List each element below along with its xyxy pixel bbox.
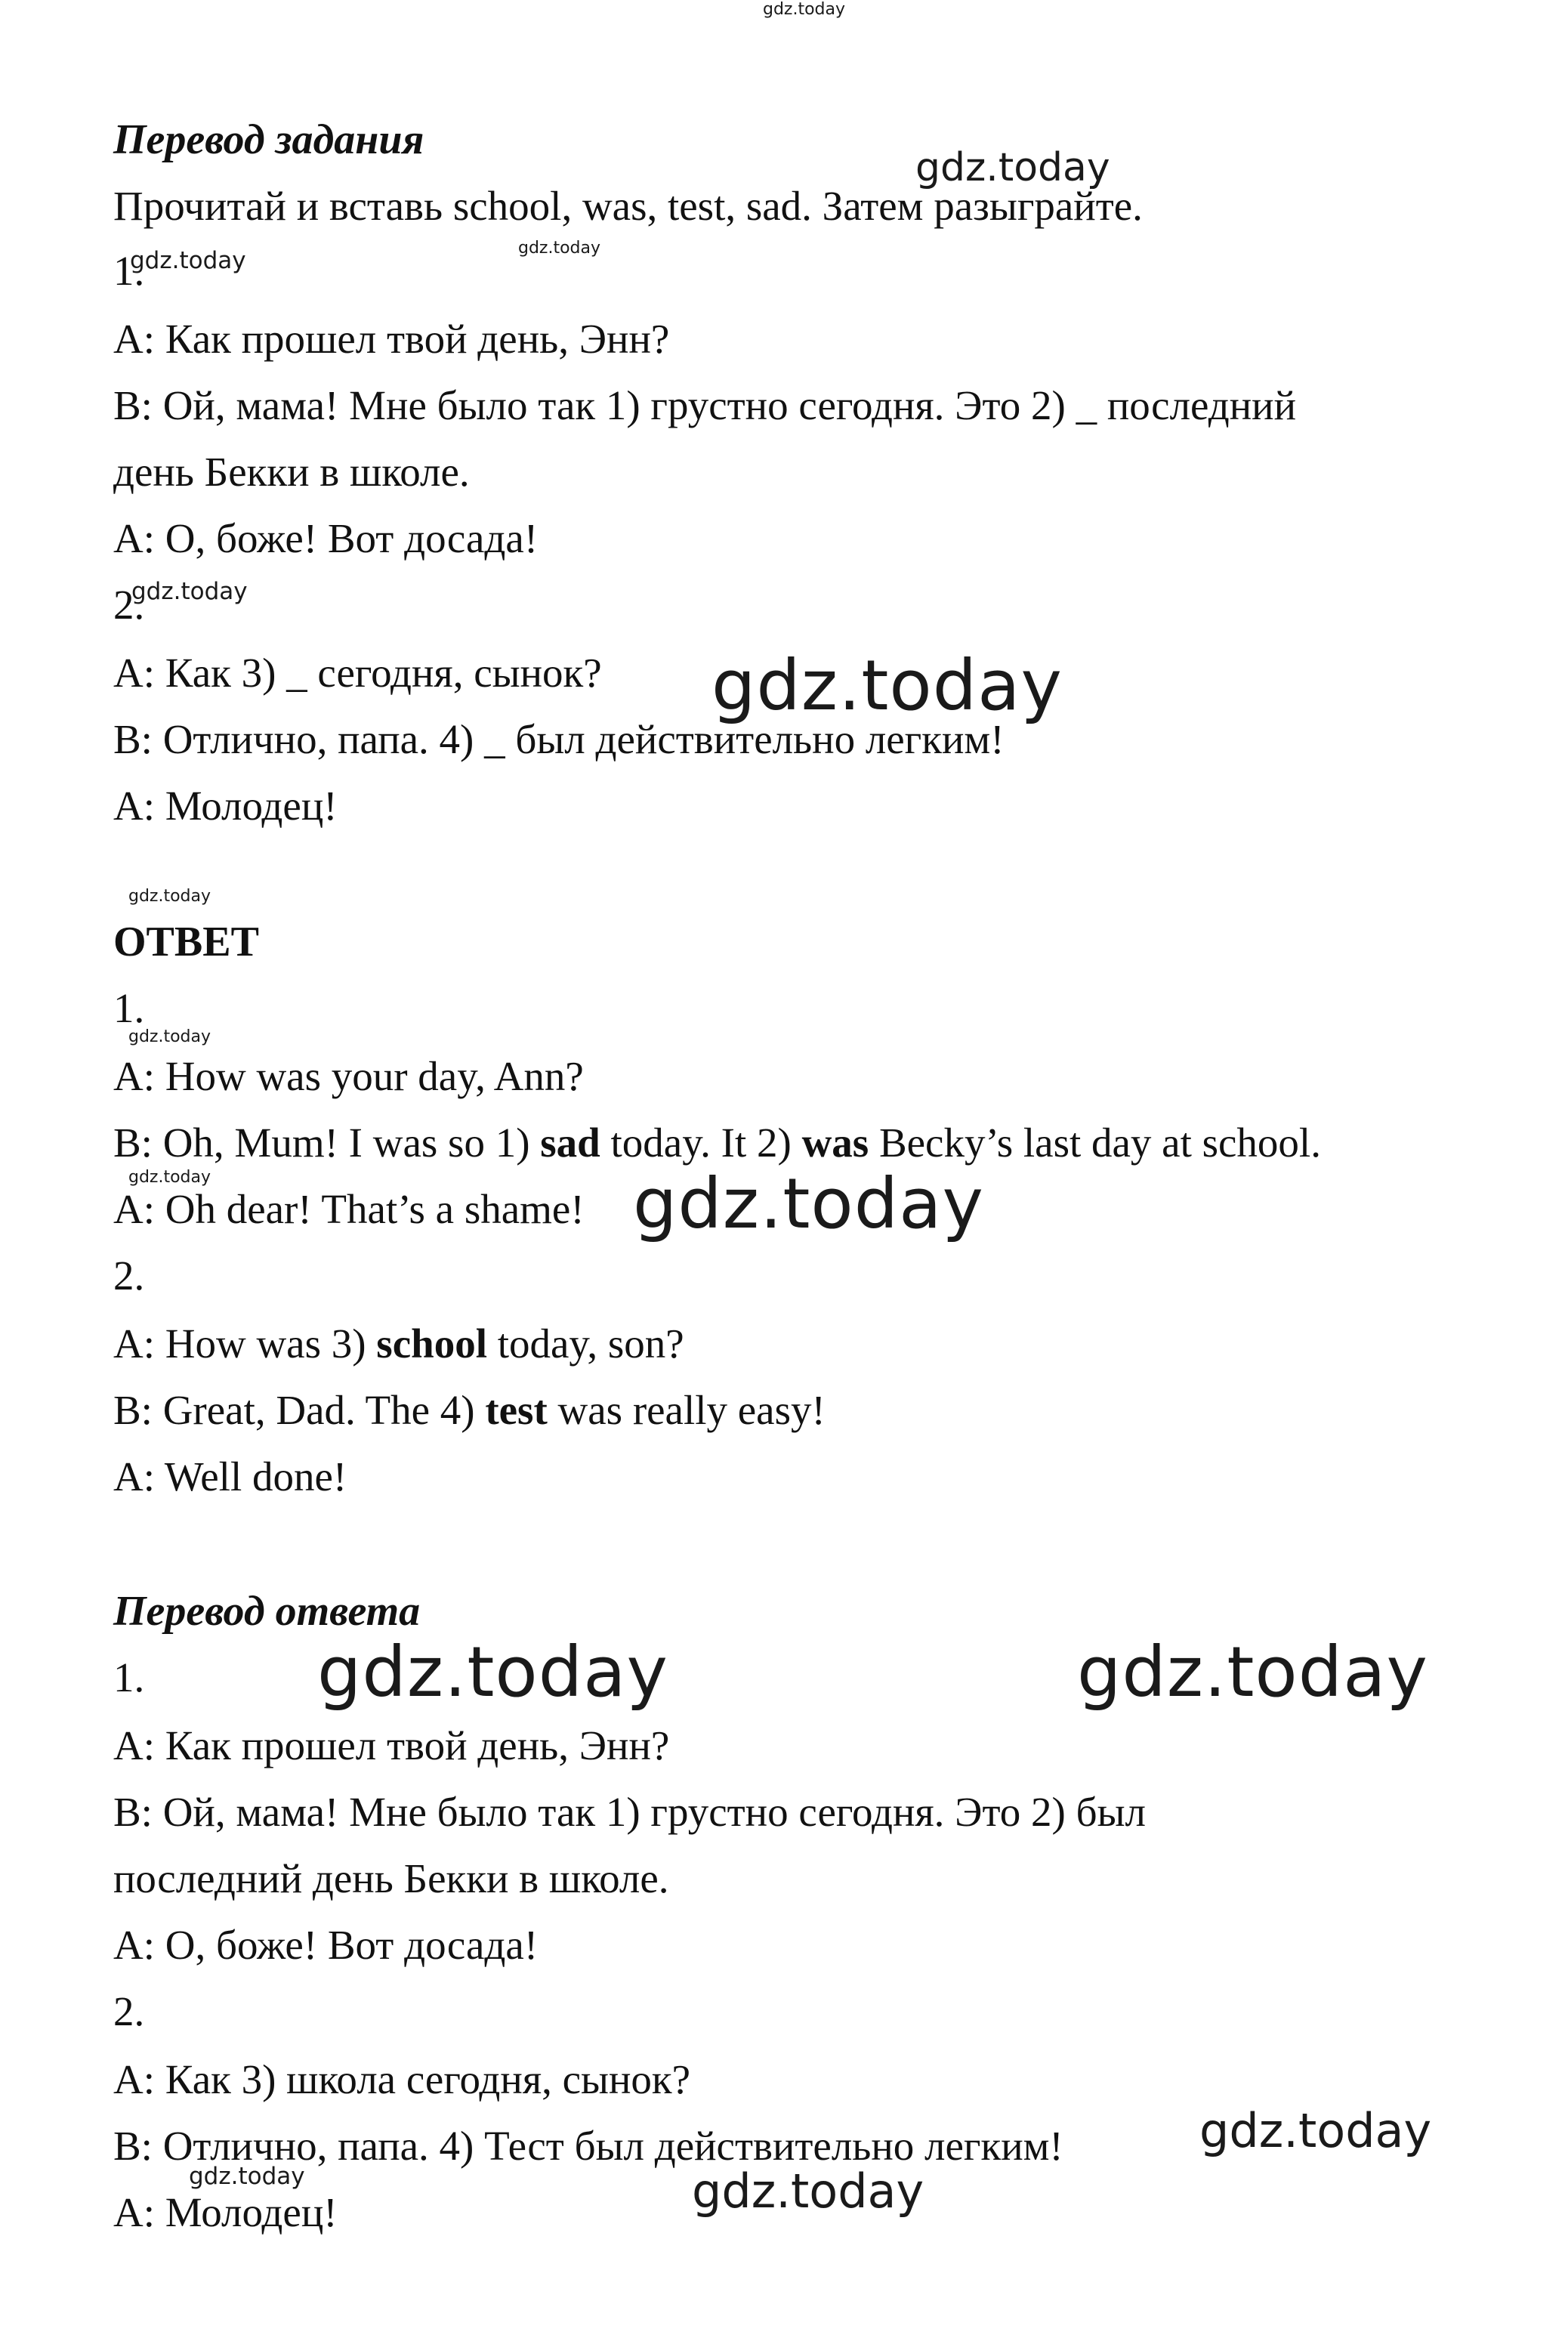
answer-dialogue-1-number: 1. — [113, 985, 145, 1031]
task-dialogue-2-line-a2: A: Молодец! — [113, 783, 338, 829]
watermark: gdz.today — [633, 1163, 984, 1244]
answer-text: today, son? — [486, 1320, 684, 1367]
task-dialogue-2-line-b1: B: Отлично, папа. 4) _ был действительно легким! — [113, 716, 1005, 762]
task-dialogue-1-line-a1: A: Как прошел твой день, Энн? — [113, 316, 670, 362]
translation-dialogue-2-line-a2: A: Молодец! — [113, 2189, 338, 2235]
answer-dialogue-2-line-a1 — [113, 1319, 684, 1369]
watermark: gdz.today — [128, 1027, 211, 1046]
answer-dialogue-1-line-a2: A: Oh dear! That’s a shame! — [113, 1186, 585, 1232]
watermark: gdz.today — [128, 887, 211, 906]
watermark: gdz.today — [131, 578, 248, 605]
task-dialogue-2-line-a1: A: Как 3) _ сегодня, сынок? — [113, 650, 602, 696]
translation-dialogue-1-line-b1: B: Ой, мама! Мне было так 1) грустно сегодня. Это 2) был — [113, 1789, 1146, 1835]
watermark: gdz.today — [518, 239, 601, 258]
task-dialogue-1-line-a2: A: О, боже! Вот досада! — [113, 515, 539, 561]
watermark: gdz.today — [128, 1168, 211, 1187]
task-dialogue-1-number: 1. — [113, 248, 145, 294]
answer-word-test: test — [485, 1387, 548, 1433]
translation-dialogue-1-line-b1-continued: последний день Бекки в школе. — [113, 1855, 669, 1901]
answer-dialogue-1-line-a1: A: How was your day, Ann? — [113, 1053, 584, 1099]
answer-dialogue-1-line-b1 — [113, 1118, 1321, 1168]
answer-dialogue-2-line-a2: A: Well done! — [113, 1453, 347, 1500]
watermark: gdz.today — [915, 145, 1110, 190]
watermark: gdz.today — [130, 247, 246, 274]
answer-text: today. It 2) — [600, 1120, 802, 1166]
answer-heading: ОТВЕТ — [113, 919, 259, 965]
answer-text: B: Great, Dad. The 4) — [113, 1387, 486, 1433]
answer-text: A: How was 3) — [113, 1320, 377, 1367]
watermark: gdz.today — [1077, 1632, 1428, 1713]
translation-dialogue-2-number: 2. — [113, 1988, 145, 2034]
task-dialogue-1-line-b1-continued: день Бекки в школе. — [113, 449, 470, 495]
task-instruction: Прочитай и вставь school, was, test, sad. Затем разыграйте. — [113, 183, 1143, 229]
answer-text: B: Oh, Mum! I was so 1) — [113, 1120, 541, 1166]
translation-dialogue-1-number: 1. — [113, 1654, 145, 1700]
watermark: gdz.today — [189, 2163, 305, 2190]
translation-heading: Перевод ответа — [113, 1588, 421, 1635]
answer-text: Becky’s last day at school. — [869, 1120, 1321, 1166]
task-dialogue-2-number: 2. — [113, 582, 145, 628]
watermark: gdz.today — [1199, 2103, 1432, 2158]
answer-dialogue-2-line-b1 — [113, 1385, 826, 1435]
answer-word-sad: sad — [540, 1120, 600, 1166]
task-heading: Перевод задания — [113, 116, 424, 163]
task-dialogue-1-line-b1: B: Ой, мама! Мне было так 1) грустно сегодня. Это 2) _ последний — [113, 382, 1296, 428]
answer-word-was: was — [801, 1120, 869, 1166]
answer-text: was really easy! — [547, 1387, 826, 1433]
watermark: gdz.today — [763, 0, 846, 19]
watermark: gdz.today — [711, 645, 1063, 726]
answer-dialogue-2-number: 2. — [113, 1252, 145, 1299]
watermark: gdz.today — [692, 2164, 924, 2219]
watermark: gdz.today — [317, 1632, 668, 1713]
translation-dialogue-2-line-a1: A: Как 3) школа сегодня, сынок? — [113, 2056, 691, 2102]
translation-dialogue-2-line-b1: B: Отлично, папа. 4) Тест был действительно легким! — [113, 2123, 1063, 2169]
translation-dialogue-1-line-a1: A: Как прошел твой день, Энн? — [113, 1722, 670, 1768]
translation-dialogue-1-line-a2: A: О, боже! Вот досада! — [113, 1922, 539, 1968]
answer-word-school: school — [376, 1320, 487, 1367]
